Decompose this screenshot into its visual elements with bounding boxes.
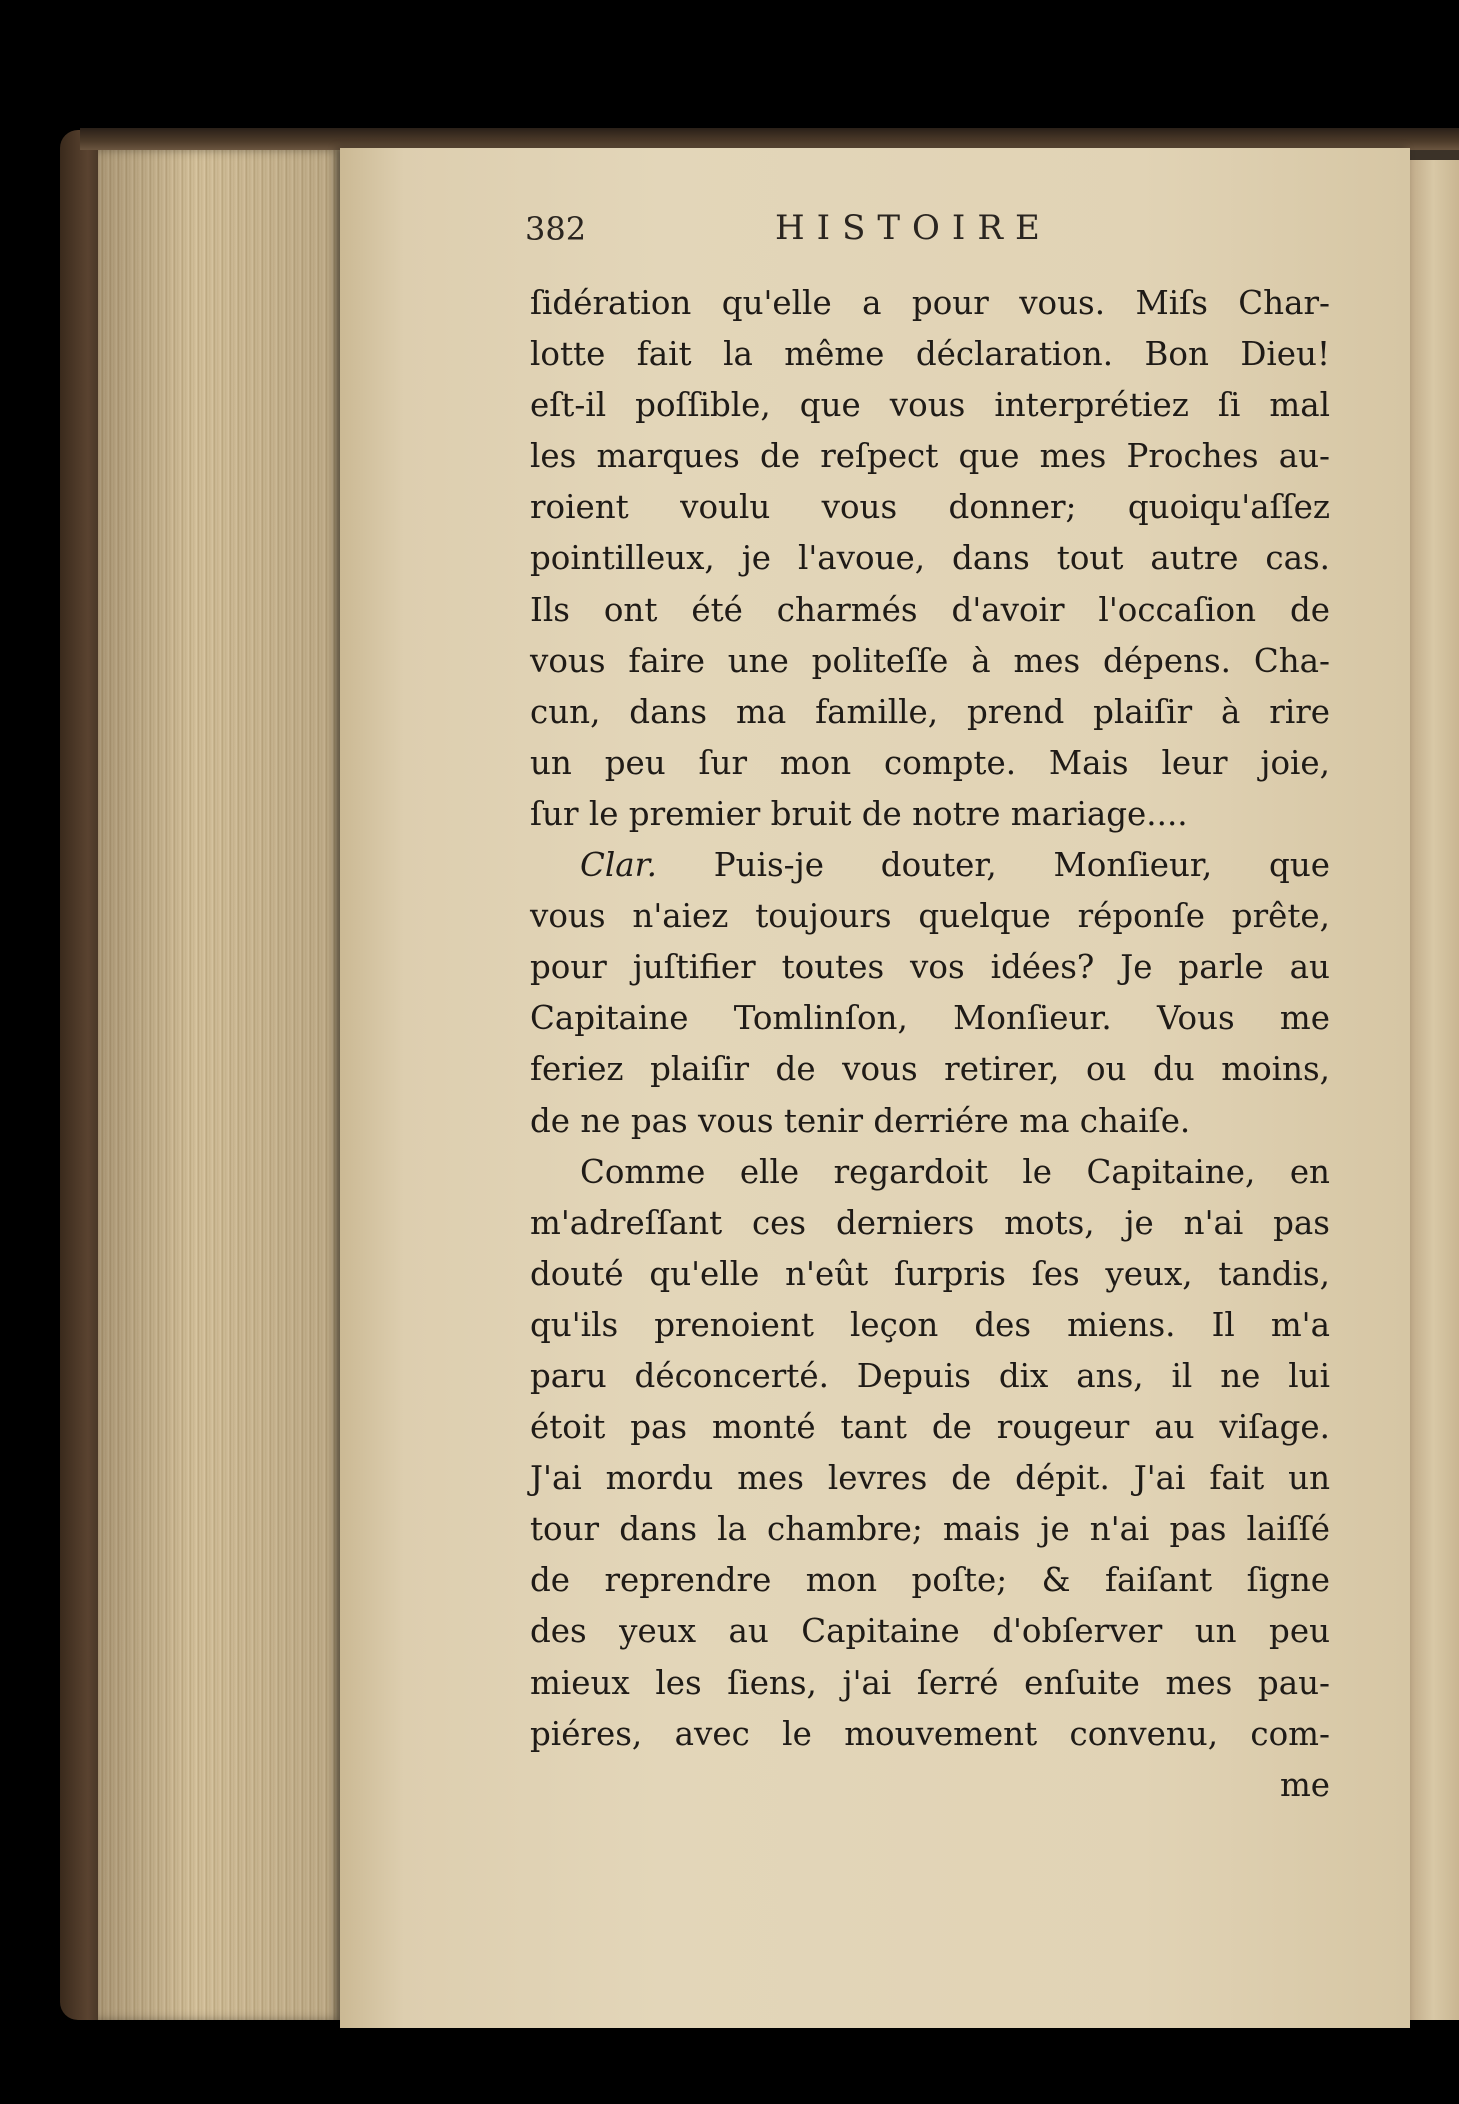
text-line: Capitaine Tomlinſon, Monſieur. Vous me (530, 999, 1330, 1038)
text-line: vous faire une politeſſe à mes dépens. Cha- (530, 641, 1330, 680)
text-line: qu'ils prenoient leçon des miens. Il m'a (530, 1305, 1330, 1344)
text-line: cun, dans ma famille, prend plaiſir à rire (530, 692, 1330, 731)
text-line: pointilleux, je l'avoue, dans tout autre cas. (530, 539, 1330, 578)
text-line: eſt-il poſſible, que vous interprétiez ſi mal (530, 386, 1330, 425)
dialogue-line (530, 840, 1330, 891)
text-line: tour dans la chambre; mais je n'ai pas laiſſé (530, 1510, 1330, 1549)
text-line: Ils ont été charmés d'avoir l'occaſion de (530, 590, 1330, 629)
facing-page-edge (1408, 160, 1459, 2020)
text-span: Puis-je douter, Monſieur, que (713, 846, 1330, 885)
text-line: paru déconcerté. Depuis dix ans, il ne lui (530, 1356, 1330, 1395)
text-line: de ne pas vous tenir derriére ma chaiſe. (530, 1101, 1191, 1140)
running-head (525, 210, 1325, 260)
text-line: les marques de reſpect que mes Proches au- (530, 437, 1330, 476)
speaker-label: Clar. (580, 846, 657, 885)
page-header-title: HISTOIRE (775, 208, 1052, 248)
text-line: de reprendre mon poſte; & faiſant ſigne (530, 1561, 1330, 1600)
text-line: J'ai mordu mes levres de dépit. J'ai fait un (530, 1459, 1330, 1498)
book-spine-top (80, 128, 1459, 150)
text-line: vous n'aiez toujours quelque réponſe prête, (530, 897, 1330, 936)
text-line: piéres, avec le mouvement convenu, com- (530, 1714, 1330, 1753)
text-line: Comme elle regardoit le Capitaine, en (580, 1152, 1330, 1191)
page-number: 382 (525, 210, 587, 248)
page-edges (98, 150, 343, 2020)
text-line: lotte fait la même déclaration. Bon Dieu! (530, 335, 1330, 374)
text-line: ſur le premier bruit de notre mariage.... (530, 794, 1188, 833)
text-line: roient voulu vous donner; quoiqu'aſſez (530, 488, 1330, 527)
catchword: me (1279, 1765, 1330, 1804)
text-line: mieux les ſiens, j'ai ſerré enſuite mes pau- (530, 1663, 1330, 1702)
text-line: ſidération qu'elle a pour vous. Miſs Char- (530, 284, 1330, 322)
text-line: m'adreſſant ces derniers mots, je n'ai pas (530, 1203, 1330, 1242)
text-line: un peu ſur mon compte. Mais leur joie, (530, 743, 1330, 782)
text-line: des yeux au Capitaine d'obſerver un peu (530, 1612, 1330, 1651)
text-line: douté qu'elle n'eût ſurpris ſes yeux, tandis, (530, 1254, 1330, 1293)
text-line: étoit pas monté tant de rougeur au viſage. (530, 1408, 1330, 1447)
text-line: feriez plaiſir de vous retirer, ou du moins, (530, 1050, 1330, 1089)
text-line: pour juſtifier toutes vos idées? Je parle au (530, 948, 1330, 987)
body-text (530, 278, 1330, 1811)
